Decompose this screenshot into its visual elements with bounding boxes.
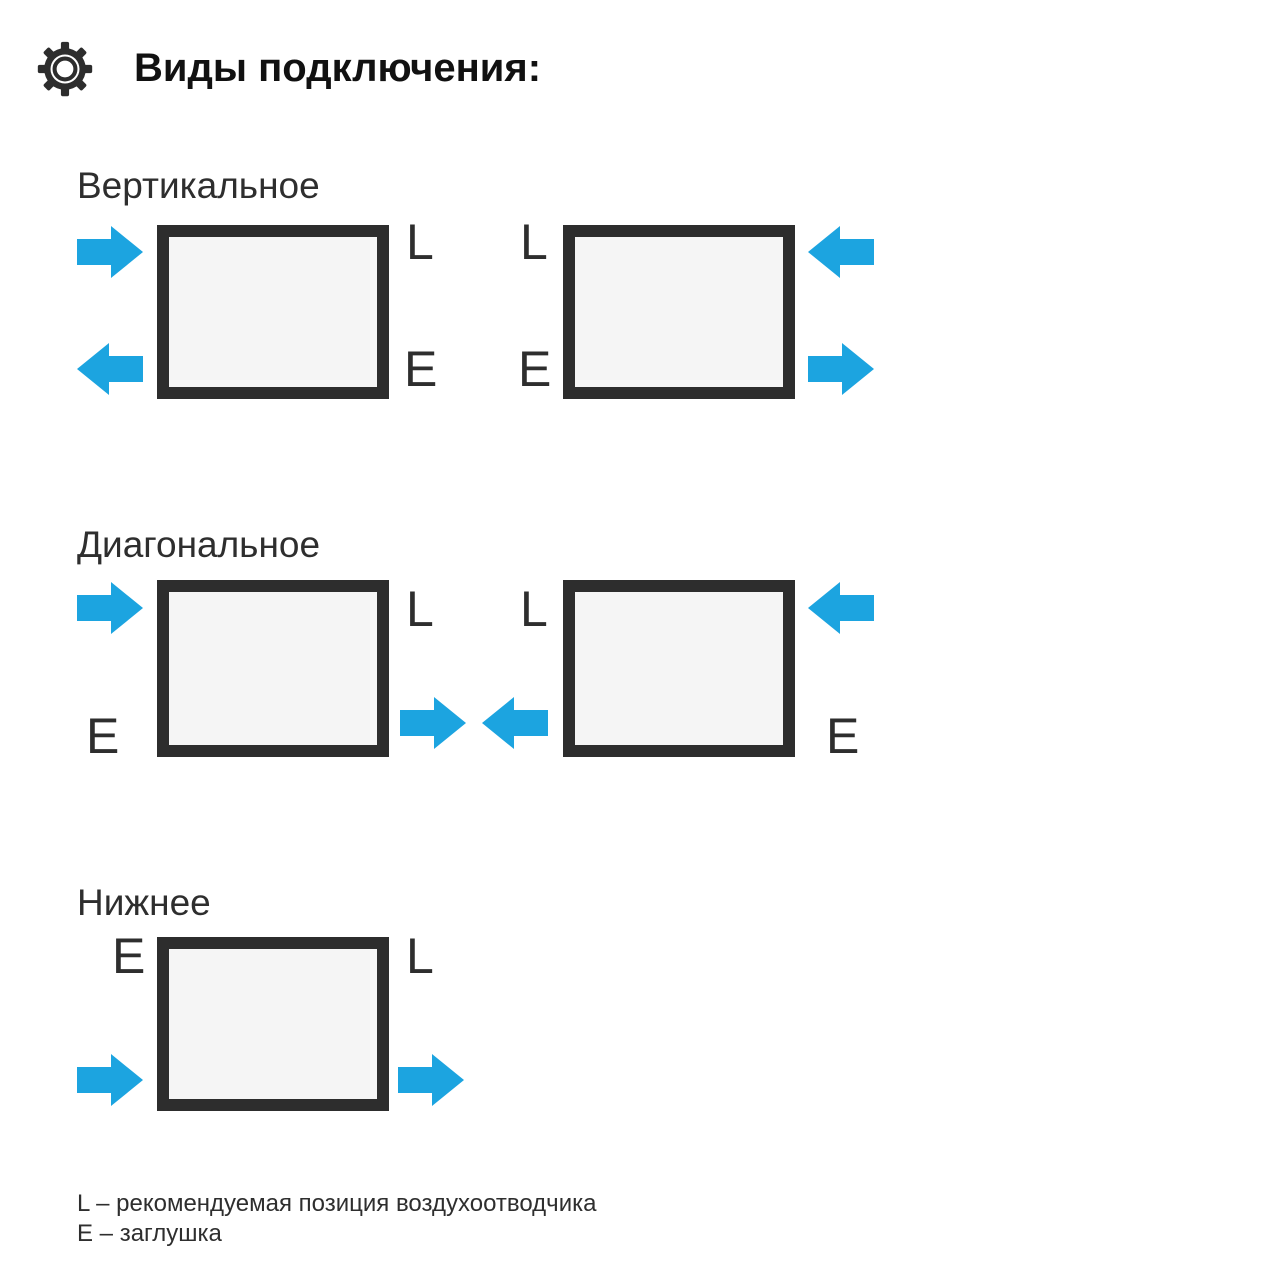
- radiator-box: [157, 580, 389, 757]
- section-title-diagonal: Диагональное: [77, 524, 321, 565]
- flow-arrow-left-icon: [77, 343, 143, 395]
- flow-arrow-left-icon: [808, 582, 874, 634]
- port-label-L: L: [406, 581, 434, 637]
- port-label-L: L: [406, 214, 434, 270]
- flow-arrow-right-icon: [808, 343, 874, 395]
- port-label-E: E: [112, 928, 146, 984]
- section-title-bottom: Нижнее: [77, 882, 211, 923]
- flow-arrow-right-icon: [400, 697, 466, 749]
- radiator-box: [563, 225, 795, 399]
- flow-arrow-right-icon: [77, 226, 143, 278]
- gear-icon: [36, 40, 94, 98]
- port-label-E: E: [86, 708, 120, 764]
- page-title: Виды подключения:: [134, 46, 542, 90]
- port-label-L: L: [520, 214, 548, 270]
- section-title-vertical: Вертикальное: [77, 165, 320, 206]
- radiator-box: [157, 937, 389, 1111]
- port-label-E: E: [518, 341, 552, 397]
- legend-line-L: L – рекомендуемая позиция воздухоотводчика: [77, 1190, 597, 1217]
- port-label-E: E: [404, 341, 438, 397]
- port-label-L: L: [406, 928, 434, 984]
- radiator-box: [563, 580, 795, 757]
- flow-arrow-right-icon: [77, 1054, 143, 1106]
- flow-arrow-left-icon: [808, 226, 874, 278]
- port-label-L: L: [520, 581, 548, 637]
- legend-line-E: E – заглушка: [77, 1220, 222, 1247]
- flow-arrow-right-icon: [398, 1054, 464, 1106]
- legend: [77, 1189, 596, 1249]
- port-label-E: E: [826, 708, 860, 764]
- flow-arrow-right-icon: [77, 582, 143, 634]
- radiator-box: [157, 225, 389, 399]
- flow-arrow-left-icon: [482, 697, 548, 749]
